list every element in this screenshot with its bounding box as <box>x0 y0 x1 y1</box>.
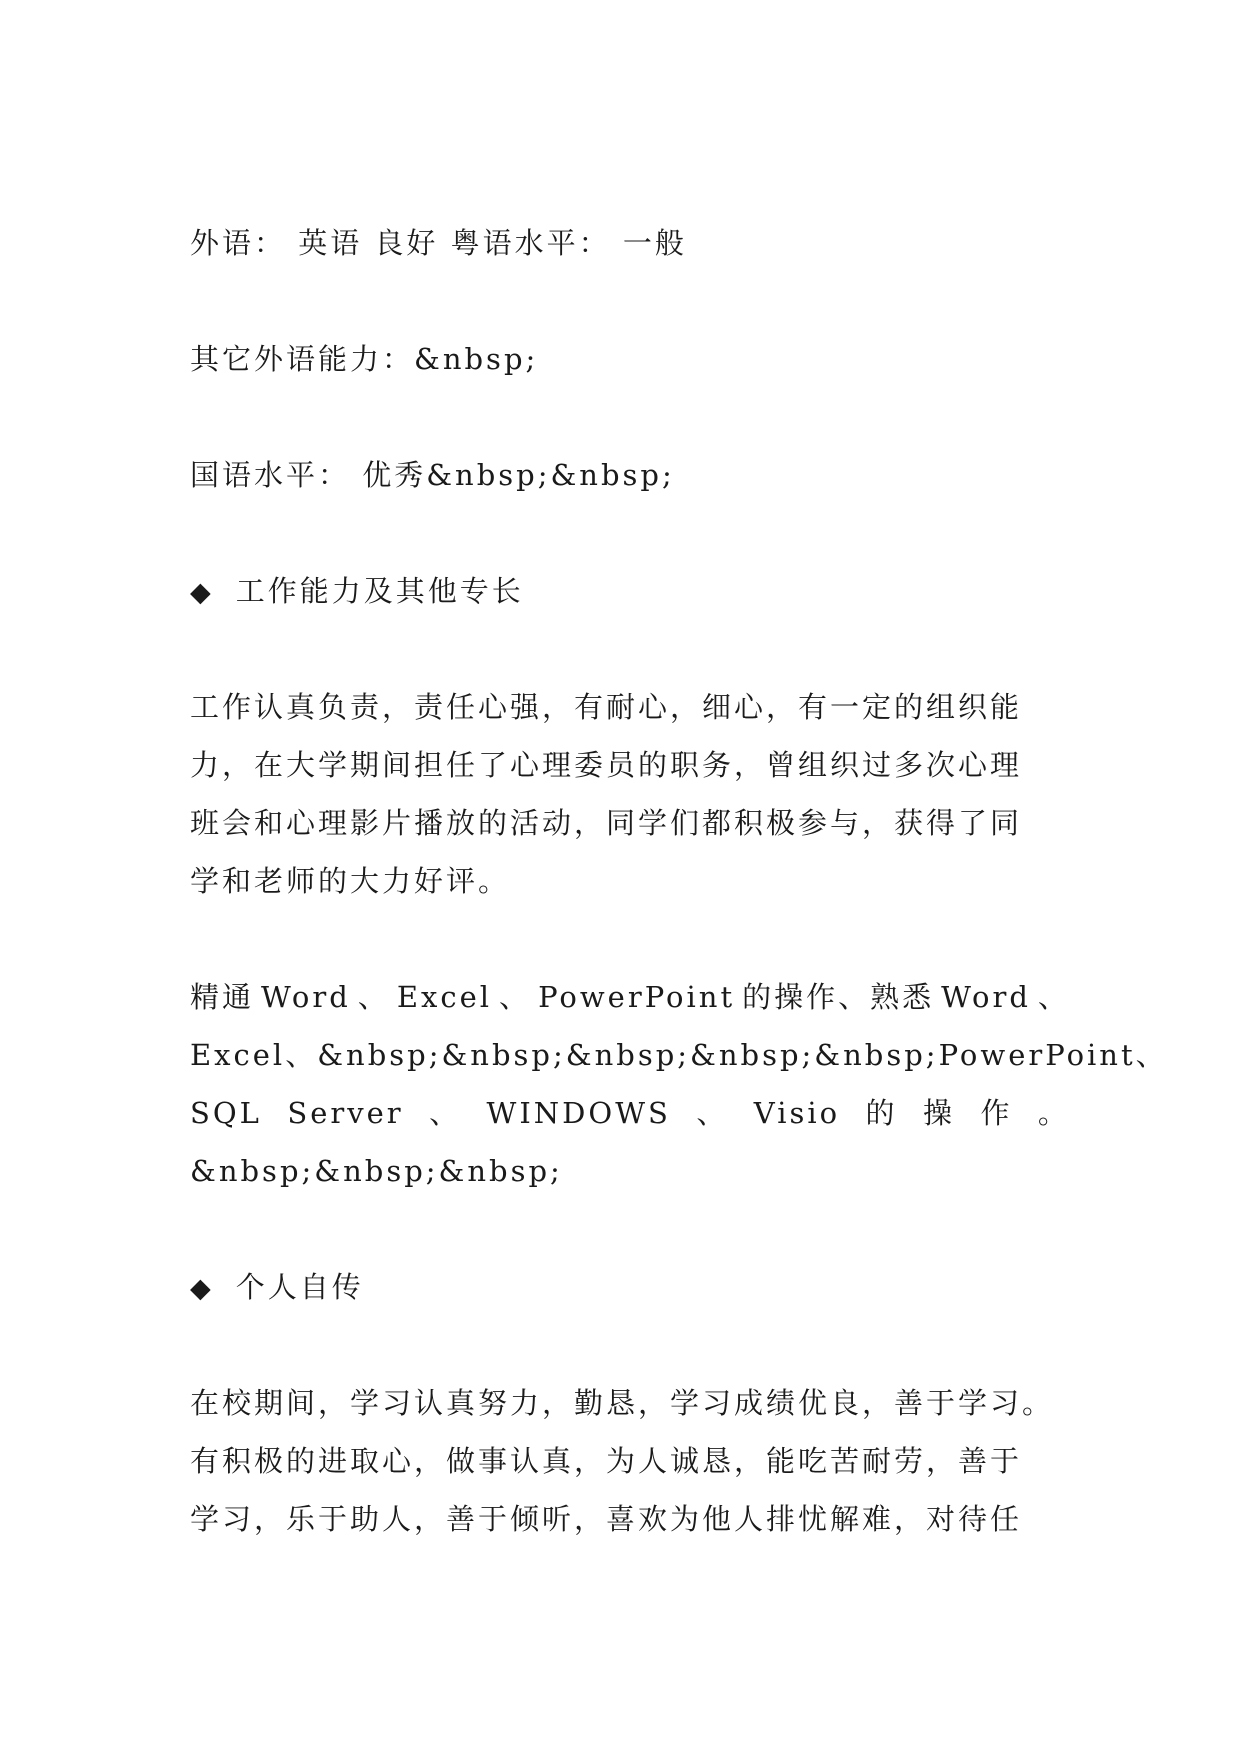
software-line-3 <box>190 1084 1070 1142</box>
word-token: 精通 <box>190 980 255 1014</box>
other-language-line: 其它外语能力：&nbsp; <box>190 342 539 376</box>
paragraph-line: 工作认真负责，责任心强，有耐心，细心，有一定的组织能 <box>190 690 1023 724</box>
word-token: 的操作、熟悉 <box>742 980 935 1014</box>
word-token: Excel <box>190 1038 286 1072</box>
section-heading-autobiography <box>190 1258 1060 1318</box>
paragraph-software-skills <box>190 968 1168 1200</box>
word-token: 的 <box>865 1096 898 1130</box>
word-token: 、 <box>1135 1038 1168 1072</box>
word-token: 、 <box>429 1096 462 1130</box>
diamond-bullet-icon: ◆ <box>190 577 214 608</box>
word-token: Server <box>287 1096 404 1130</box>
paragraph-line: 在校期间，学习认真努力，勤恳，学习成绩优良，善于学习。 <box>190 1386 1055 1420</box>
word-token: 作 <box>980 1096 1013 1130</box>
paragraph-line: 有积极的进取心，做事认真，为人诚恳，能吃苦耐劳，善于 <box>190 1444 1023 1478</box>
word-token: 、 <box>285 1038 318 1072</box>
paragraph-line: 学和老师的大力好评。 <box>190 864 511 898</box>
word-token: Visio <box>753 1096 841 1130</box>
word-token: 、 <box>357 980 390 1014</box>
word-token: &nbsp;&nbsp;&nbsp;&nbsp;&nbsp; <box>317 1038 939 1072</box>
word-token: PowerPoint <box>538 980 736 1014</box>
paragraph-autobiography <box>190 1374 1060 1548</box>
word-token: 、 <box>499 980 532 1014</box>
word-token: 操 <box>923 1096 956 1130</box>
word-token: SQL <box>190 1096 262 1130</box>
section-title-skills: 工作能力及其他专长 <box>235 574 524 608</box>
word-token: Word <box>261 980 351 1014</box>
paragraph-line: 学习，乐于助人，善于倾听，喜欢为他人排忧解难，对待任 <box>190 1502 1023 1536</box>
word-token: Word <box>941 980 1031 1014</box>
software-line-4: &nbsp;&nbsp;&nbsp; <box>190 1154 563 1188</box>
word-token: 。 <box>1037 1096 1070 1130</box>
language-line: 外语： 英语 良好 粤语水平： 一般 <box>190 226 687 260</box>
word-token: Excel <box>396 980 493 1014</box>
section-heading-skills <box>190 562 1060 622</box>
section-title-autobiography: 个人自传 <box>235 1270 364 1304</box>
paragraph-line: 力，在大学期间担任了心理委员的职务，曾组织过多次心理 <box>190 748 1023 782</box>
word-token: 、 <box>696 1096 729 1130</box>
paragraph-line: 班会和心理影片播放的活动，同学们都积极参与，获得了同 <box>190 806 1023 840</box>
paragraph-work-ability <box>190 678 1060 910</box>
word-token: WINDOWS <box>486 1096 671 1130</box>
software-line-1 <box>190 968 1070 1026</box>
diamond-bullet-icon: ◆ <box>190 1273 214 1304</box>
mandarin-line: 国语水平： 优秀&nbsp;&nbsp; <box>190 458 675 492</box>
word-token: PowerPoint <box>938 1038 1136 1072</box>
software-line-2 <box>190 1026 1168 1084</box>
word-token: 、 <box>1037 980 1070 1014</box>
